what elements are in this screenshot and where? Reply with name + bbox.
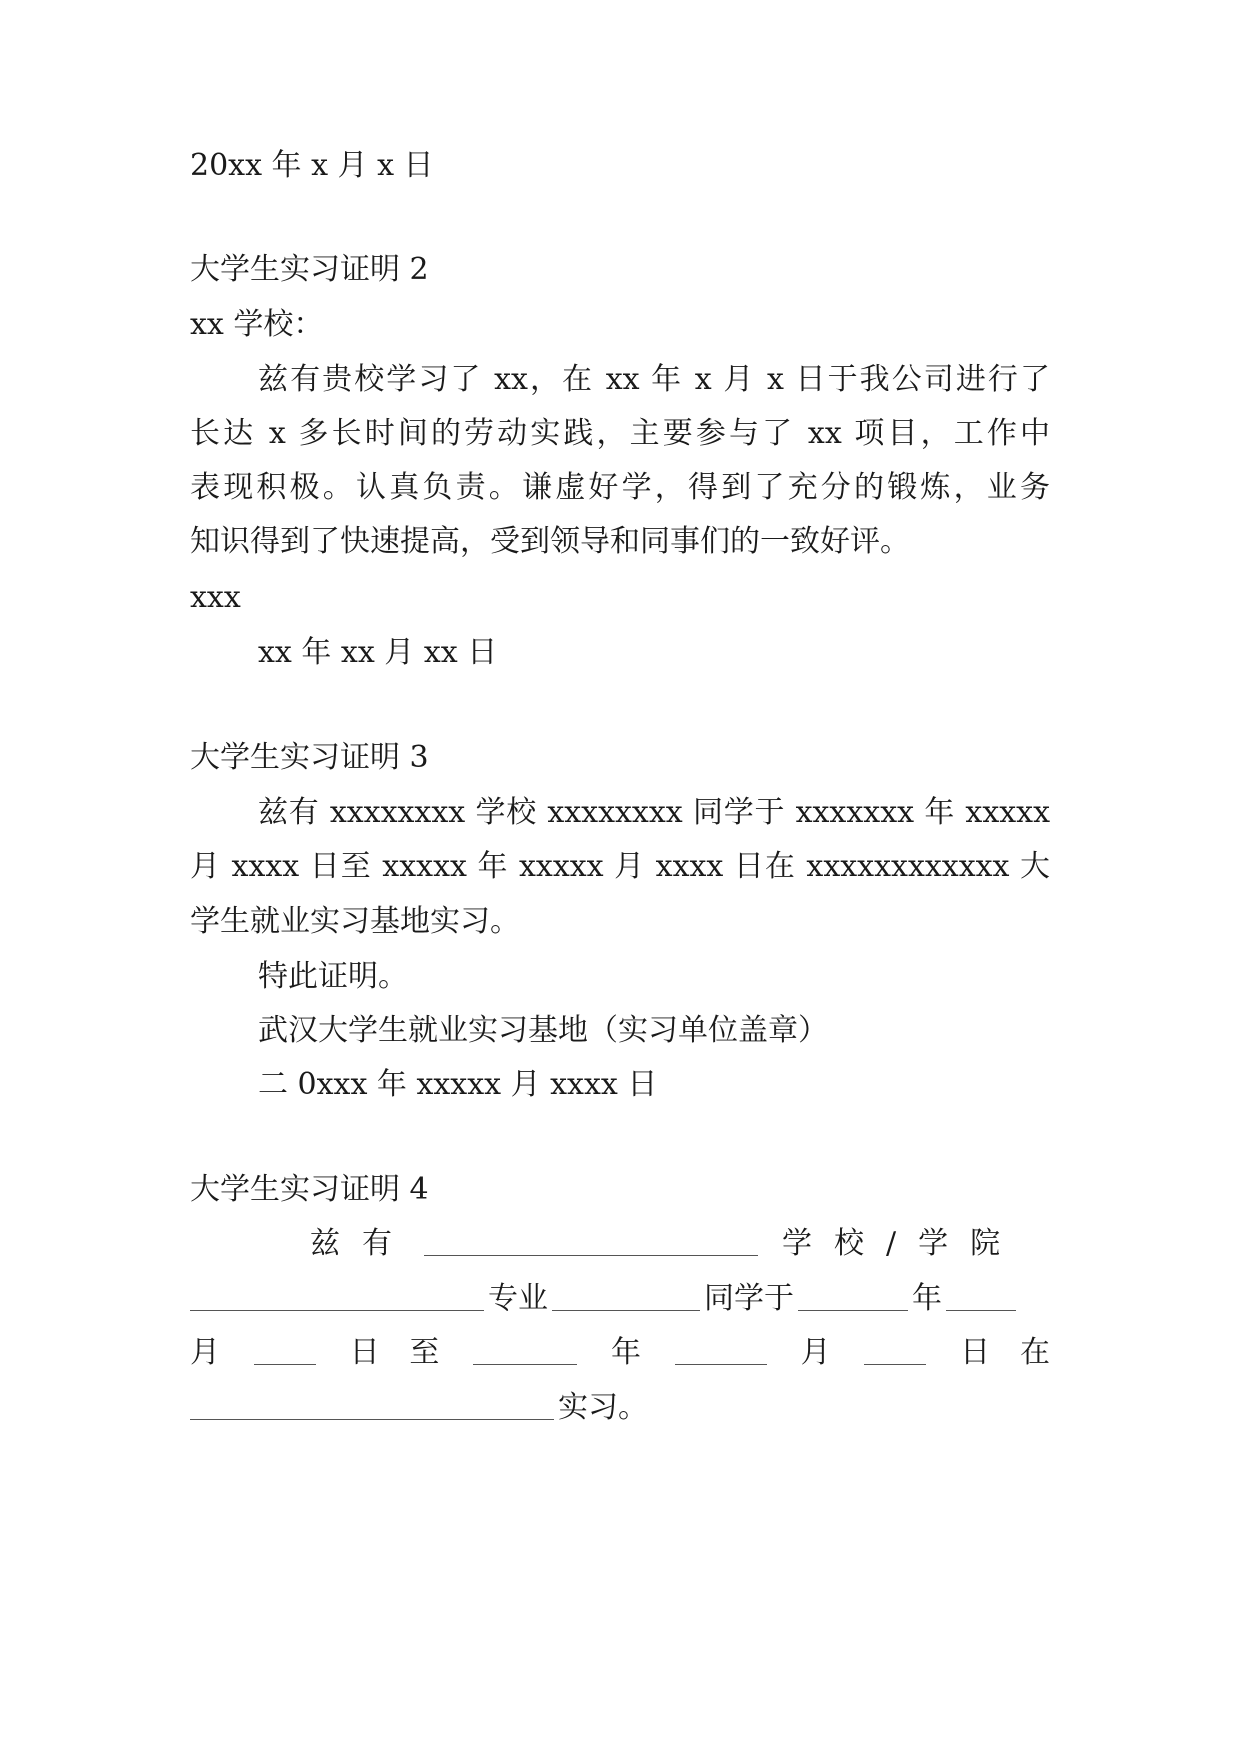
text-slash: /	[886, 1226, 897, 1261]
text-yuan: 院	[970, 1226, 1001, 1261]
text-internship: 实习。	[558, 1390, 648, 1425]
text-student-at: 同学于	[704, 1281, 794, 1316]
section2-salutation: xx 学校：	[190, 307, 324, 342]
section4-title: 大学生实习证明 4	[190, 1172, 429, 1207]
section3-body-line: 月 xxxx 日至 xxxxx 年 xxxxx 月 xxxx 日在 xxxxxxxxxxxx 大	[190, 849, 1050, 884]
fill-blank-department[interactable]	[190, 1284, 484, 1311]
section4-line4	[190, 1388, 1050, 1428]
section2-body-line: 长达 x 多长时间的劳动实践，主要参与了 xx 项目，工作中	[190, 416, 1050, 451]
section3-body-line: 兹有 xxxxxxxx 学校 xxxxxxxx 同学于 xxxxxxx 年 xxxxx	[258, 795, 1050, 830]
fill-blank-end-day[interactable]	[864, 1338, 926, 1365]
text-school: 学	[782, 1226, 812, 1261]
section2-body-line: 表现积极。认真负责。谦虚好学，得到了充分的锻炼，业务	[190, 470, 1050, 505]
text-xue: 学	[918, 1226, 949, 1261]
text-xiao: 校	[834, 1226, 864, 1261]
text-day2: 日	[960, 1335, 991, 1370]
fill-blank-start-month[interactable]	[946, 1284, 1016, 1311]
section3-body-line: 学生就业实习基地实习。	[190, 904, 520, 939]
section2-signature: xxx	[190, 580, 241, 615]
text-at: 在	[1019, 1335, 1050, 1370]
text-to: 至	[409, 1335, 440, 1370]
section2-body-line: 兹有贵校学习了 xx，在 xx 年 x 月 x 日于我公司进行了	[258, 362, 1050, 397]
text-year: 年	[912, 1281, 942, 1316]
section1-date: 20xx 年 x 月 x 日	[190, 148, 434, 183]
fill-blank-start-day[interactable]	[254, 1338, 316, 1365]
fill-blank-end-month[interactable]	[675, 1338, 767, 1365]
text-day: 日	[349, 1335, 380, 1370]
text-zi: 兹	[310, 1226, 340, 1261]
section4-line3	[190, 1333, 1050, 1373]
section3-unit: 武汉大学生就业实习基地（实习单位盖章）	[258, 1013, 828, 1048]
section4-line2	[190, 1279, 1050, 1319]
section2-date: xx 年 xx 月 xx 日	[258, 635, 498, 670]
text-month: 月	[190, 1335, 220, 1370]
fill-blank-start-year[interactable]	[798, 1284, 908, 1311]
fill-blank-school[interactable]	[424, 1229, 758, 1256]
section2-title: 大学生实习证明 2	[190, 252, 429, 287]
fill-blank-end-year[interactable]	[473, 1338, 577, 1365]
text-year2: 年	[610, 1335, 641, 1370]
section3-certify: 特此证明。	[258, 959, 408, 994]
text-major: 专业	[488, 1281, 548, 1316]
section3-date: 二 0xxx 年 xxxxx 月 xxxx 日	[258, 1067, 658, 1102]
text-month2: 月	[800, 1335, 831, 1370]
text-you: 有	[362, 1226, 392, 1261]
fill-blank-unit[interactable]	[190, 1393, 554, 1420]
fill-blank-major[interactable]	[552, 1284, 700, 1311]
section2-body-line: 知识得到了快速提高，受到领导和同事们的一致好评。	[190, 524, 910, 559]
section4-line1	[190, 1224, 1050, 1264]
section3-title: 大学生实习证明 3	[190, 740, 429, 775]
